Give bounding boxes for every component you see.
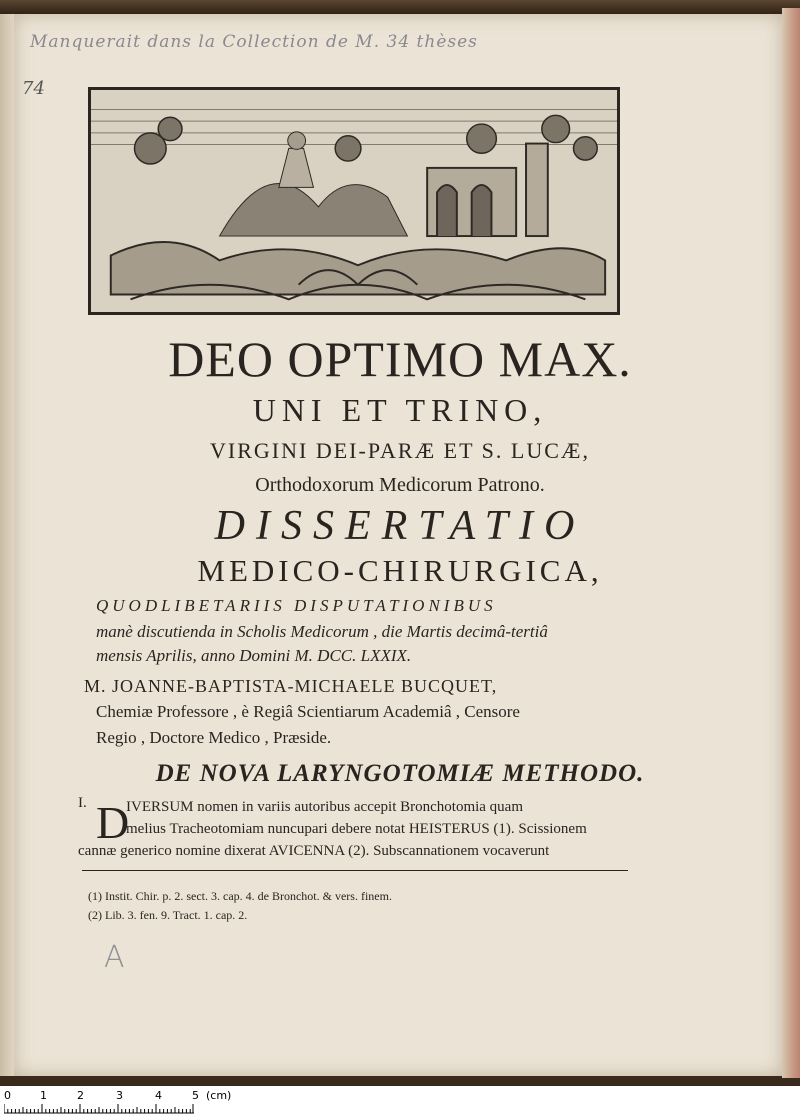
body-line-3: cannæ generico nomine dixerat AVICENNA (2). Subscannationem vocaverunt <box>78 843 550 859</box>
praeses-title-line-2: Regio , Doctore Medico , Præside. <box>96 728 332 747</box>
dedication-line-4: Orthodoxorum Medicorum Patrono. <box>255 474 545 496</box>
scale-unit: (cm) <box>206 1089 232 1102</box>
praeses-title-line-1: Chemiæ Professore , è Regiâ Scientiarum Academiâ , Censore <box>96 702 520 721</box>
dissertation-title: DISSERTATIO <box>214 503 586 549</box>
manuscript-page-number: 74 <box>22 78 45 99</box>
drop-cap: D <box>96 797 130 848</box>
manuscript-note: Manquerait dans la Collection de M. 34 thèses <box>30 32 478 52</box>
pencil-mark: A <box>104 940 125 975</box>
scale-label-5: 5 <box>192 1089 199 1102</box>
section-number: I. <box>78 795 87 811</box>
scale-label-0: 0 <box>4 1089 11 1102</box>
footnote-rule <box>82 870 628 872</box>
dedication-line-1: DEO OPTIMO MAX. <box>168 331 632 387</box>
engraving-illustration <box>91 90 617 312</box>
subject-heading: DE NOVA LARYNGOTOMIÆ METHODO. <box>155 760 645 787</box>
dedication-line-2: UNI ET TRINO, <box>252 392 548 428</box>
dissertation-subtitle: MEDICO-CHIRURGICA, <box>197 553 603 588</box>
footnote-2: (2) Lib. 3. fen. 9. Tract. 1. cap. 2. <box>88 908 248 922</box>
body-paragraph <box>126 796 636 840</box>
scale-label-3: 3 <box>116 1089 123 1102</box>
scale-label-2: 2 <box>77 1089 84 1102</box>
scale-ruler <box>4 1104 194 1114</box>
praeses-name: M. JOANNE-BAPTISTA-MICHAELE BUCQUET, <box>84 676 498 696</box>
scale-label-1: 1 <box>40 1089 47 1102</box>
body-line-2: melius Tracheotomiam nuncupari debere notat HEISTERUS (1). Scissionem <box>126 821 587 837</box>
disputation-date-line-2: mensis Aprilis, anno Domini M. DCC. LXXIX. <box>96 646 412 665</box>
disputation-date-line-1: manè discutienda in Scholis Medicorum , die Martis decimâ-tertiâ <box>96 622 548 641</box>
disputation-heading: QUODLIBETARIIS DISPUTATIONIBUS <box>96 596 497 615</box>
dedication-line-3: VIRGINI DEI-PARÆ ET S. LUCÆ, <box>210 438 590 463</box>
scale-label-4: 4 <box>155 1089 162 1102</box>
footnote-1: (1) Instit. Chir. p. 2. sect. 3. cap. 4. de Bronchot. & vers. finem. <box>88 889 392 903</box>
engraving-vignette <box>88 87 620 315</box>
body-line-1: IVERSUM nomen in variis autoribus accepit Bronchotomia quam <box>126 799 524 815</box>
